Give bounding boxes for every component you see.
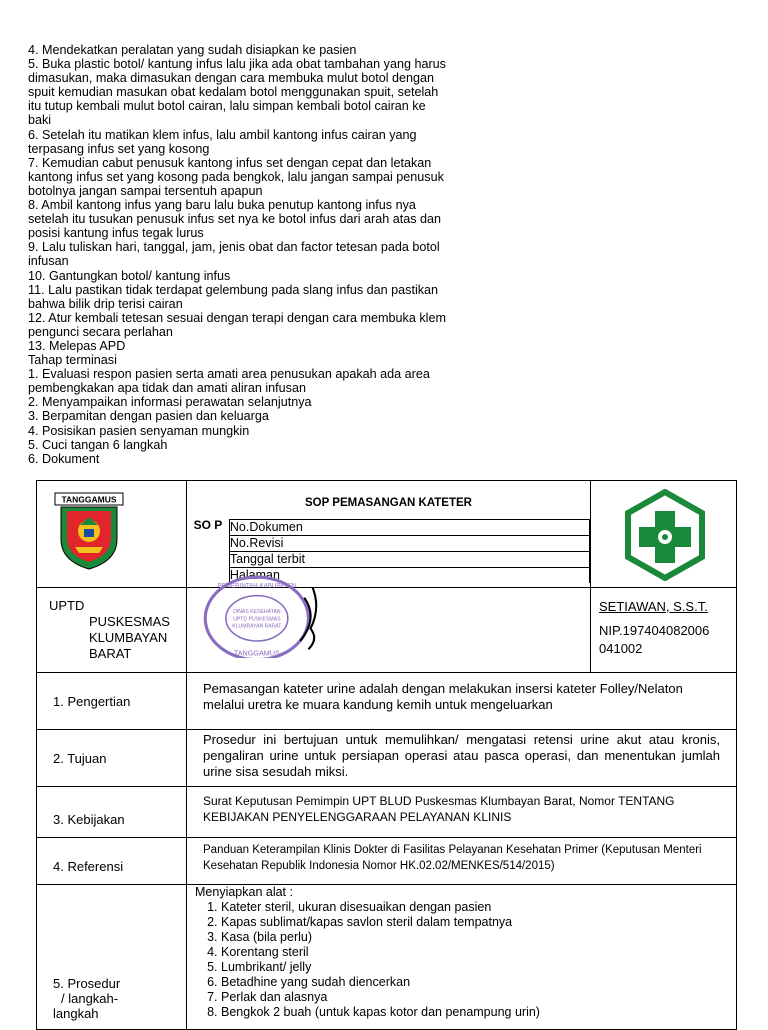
- text-line: 5. Buka plastic botol/ kantung infus lalu jika ada obat tambahan yang harus: [28, 57, 446, 72]
- text-line: spuit kemudian masukan obat kedalam botol menggunakan spuit, setelah: [28, 85, 439, 100]
- text-line: 12. Atur kembali tetesan sesuai dengan terapi dengan cara membuka klem: [28, 310, 446, 325]
- text-line: 7. Kemudian cabut penusuk kantong infus set dengan cepat dan letakan: [28, 155, 432, 170]
- text-line: posisi kantung infus tegak lurus: [28, 226, 204, 241]
- so-label: SO P: [193, 518, 223, 532]
- tujuan-text: Prosedur ini bertujuan untuk memulihkan/ mengatasi retensi urine akut atau kronis, pengaliran urine untuk persiapan operasi atau pasca operasi, dan menentukan jumlah urine sisa sesudah miksi.: [203, 732, 720, 779]
- text-line: pembengkakan apa tidak dan amati aliran infusan: [28, 381, 306, 396]
- official-stamp-icon: [197, 558, 327, 658]
- pengertian-label-cell: [37, 673, 187, 730]
- text-line: itu tutup kembali mulut botol cairan, lalu simpan kembali botol cairan ke: [28, 99, 426, 114]
- preceding-procedure-text: [28, 43, 548, 466]
- kebijakan-text: Surat Keputusan Pemimpin UPT BLUD Puskesmas Klumbayan Barat, Nomor TENTANG KEBIJAKAN PENYELENGGARAAN PELAYANAN KLINIS: [203, 794, 675, 824]
- text-line: infusan: [28, 254, 69, 269]
- org-line-klumbayan: KLUMBAYAN: [89, 630, 168, 645]
- signer-nip-2: 041002: [599, 641, 643, 656]
- org-line-barat: BARAT: [89, 646, 132, 661]
- doc-field-tanggal-terbit: Tanggal terbit: [229, 552, 589, 568]
- text-line: 6. Setelah itu matikan klem infus, lalu ambil kantong infus cairan yang: [28, 127, 417, 142]
- pengertian-text: Pemasangan kateter urine adalah dengan melakukan insersi kateter Folley/Nelaton melalui uretra ke muara kandung kemih untuk mengeluarkan: [203, 681, 683, 712]
- tool-item: 6. Betadhine yang sudah diencerkan: [221, 975, 736, 990]
- logo-text: TANGGAMUS: [61, 494, 117, 505]
- tools-list: [187, 900, 736, 1020]
- signer-cell: [591, 588, 737, 673]
- tujuan-label-cell: [37, 730, 187, 787]
- text-line: 6. Dokument: [28, 451, 100, 466]
- org-line-puskesmas: PUSKESMAS: [89, 614, 170, 629]
- text-line: 1. Evaluasi respon pasien serta amati area penusukan apakah ada area: [28, 367, 430, 382]
- referensi-text: Panduan Keterampilan Klinis Dokter di Fasilitas Pelayanan Kesehatan Primer (Keputusan Menteri Kesehatan Republik Indonesia Nomor HK.02.02/MENKES/514/2015): [203, 844, 702, 872]
- doc-field-no-dokumen: No.Dokumen: [229, 520, 589, 536]
- text-line: botolnya jangan sampai tersentuh apapun: [28, 183, 263, 198]
- text-line: kantong infus set yang kosong pada bengkok, lalu jangan sampai penusuk: [28, 169, 444, 184]
- prosedur-label-2: / langkah-: [61, 991, 119, 1006]
- kebijakan-label: 3. Kebijakan: [53, 811, 125, 827]
- tool-item: 1. Kateter steril, ukuran disesuaikan dengan pasien: [221, 900, 736, 915]
- doc-field-halaman: Halaman: [229, 568, 589, 584]
- sop-title: SOP PEMASANGAN KATETER: [305, 497, 472, 509]
- prosedur-label-cell: [37, 885, 187, 1030]
- stamp-cell: [187, 582, 591, 673]
- stamp-bottom-text: TANGGAMUS: [233, 648, 280, 658]
- prosedur-intro: Menyiapkan alat :: [195, 885, 293, 899]
- text-line: 10. Gantungkan botol/ kantung infus: [28, 268, 231, 283]
- text-line: 4. Mendekatkan peralatan yang sudah disiapkan ke pasien: [28, 43, 357, 57]
- text-line: baki: [28, 113, 52, 128]
- referensi-content: [187, 838, 737, 885]
- tool-item: 4. Korentang steril: [221, 945, 736, 960]
- prosedur-content: [187, 885, 737, 1030]
- signer-nip-1: NIP.197404082006: [599, 623, 710, 638]
- referensi-label-cell: [37, 838, 187, 885]
- sop-table: [36, 480, 737, 1030]
- stamp-inner-2: UPTD PUSKESMAS: [233, 616, 281, 623]
- text-line: Tahap terminasi: [28, 353, 117, 368]
- stamp-inner-1: DINAS KESEHATAN: [233, 609, 281, 616]
- tool-item: 3. Kasa (bila perlu): [221, 930, 736, 945]
- pengertian-label: 1. Pengertian: [53, 693, 131, 709]
- puskesmas-logo-cell: [591, 481, 737, 588]
- text-line: setelah itu tusukan penusuk infus set nya ke botol infus dari arah atas dan: [28, 212, 442, 227]
- org-cell: [37, 588, 187, 673]
- text-line: bahwa bilik drip terisi cairan: [28, 296, 183, 311]
- puskesmas-cross-icon: [619, 489, 711, 581]
- tujuan-content: [187, 730, 737, 787]
- text-line: 5. Cuci tangan 6 langkah: [28, 437, 168, 452]
- tanggamus-logo-icon: [53, 491, 125, 571]
- text-line: pengunci secara perlahan: [28, 324, 173, 339]
- tujuan-label: 2. Tujuan: [53, 750, 107, 766]
- text-line: 13. Melepas APD: [28, 338, 126, 353]
- tool-item: 5. Lumbrikant/ jelly: [221, 960, 736, 975]
- text-line: dimasukan, maka dimasukan dengan cara membuka mulut botol dengan: [28, 71, 435, 86]
- text-line: 11. Lalu pastikan tidak terdapat gelembung pada slang infus dan pastikan: [28, 282, 439, 297]
- doc-field-no-revisi: No.Revisi: [229, 536, 589, 552]
- tool-item: 8. Bengkok 2 buah (untuk kapas kotor dan penampung urin): [221, 1005, 736, 1020]
- referensi-label: 4. Referensi: [53, 858, 124, 874]
- prosedur-label-3: langkah: [53, 1006, 99, 1021]
- kebijakan-content: [187, 787, 737, 838]
- text-line: 8. Ambil kantong infus yang baru lalu buka penutup kantong infus nya: [28, 198, 416, 213]
- prosedur-label-1: 5. Prosedur: [53, 976, 121, 991]
- org-line-uptd: UPTD: [49, 598, 85, 613]
- text-line: 2. Menyampaikan informasi perawatan selanjutnya: [28, 395, 312, 410]
- pengertian-content: [187, 673, 737, 730]
- stamp-inner-3: KLUMBAYAN BARAT: [232, 623, 282, 630]
- tool-item: 7. Perlak dan alasnya: [221, 990, 736, 1005]
- signer-name: SETIAWAN, S.S.T.: [599, 599, 708, 614]
- text-line: 3. Berpamitan dengan pasien dan keluarga: [28, 409, 269, 424]
- kebijakan-label-cell: [37, 787, 187, 838]
- text-line: terpasang infus set yang kosong: [28, 141, 210, 156]
- logo-cell: [37, 481, 187, 588]
- stamp-outer-text: PEMERINTAH KABUPATEN: [217, 582, 297, 590]
- tool-item: 2. Kapas sublimat/kapas savlon steril dalam tempatnya: [221, 915, 736, 930]
- text-line: 4. Posisikan pasien senyaman mungkin: [28, 423, 250, 438]
- text-line: 9. Lalu tuliskan hari, tanggal, jam, jenis obat dan factor tetesan pada botol: [28, 240, 440, 255]
